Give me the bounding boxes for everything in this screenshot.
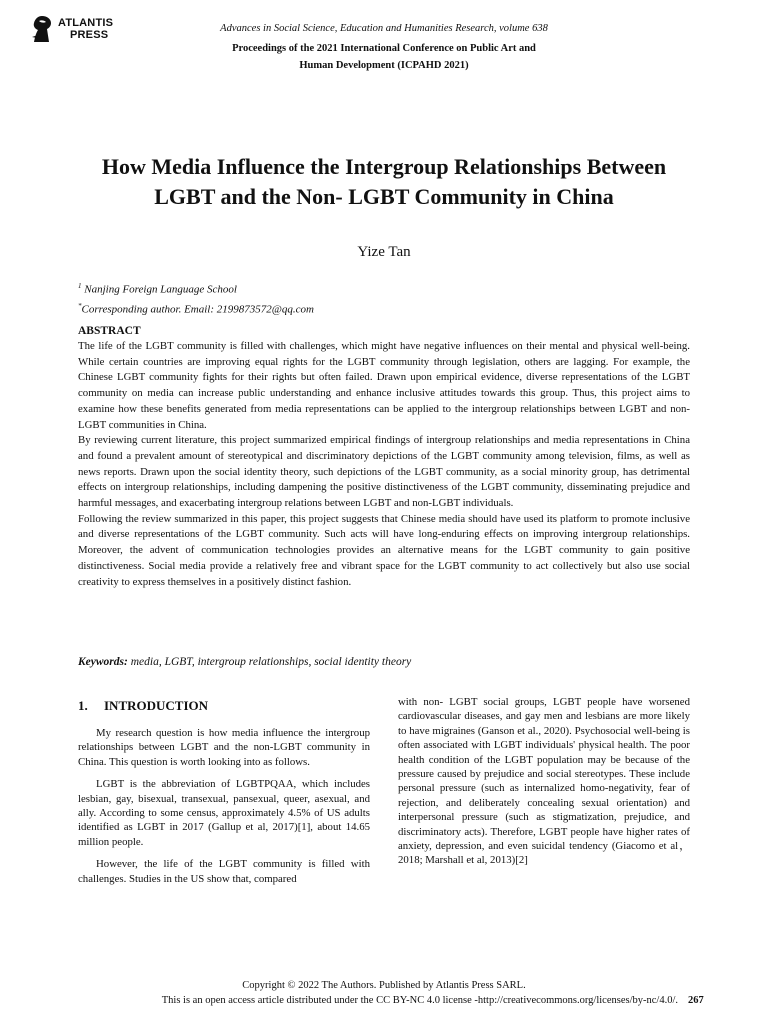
affiliation-line — [78, 278, 314, 298]
body-paragraph: LGBT is the abbreviation of LGBTPQAA, which includes lesbian, gay, bisexual, transexual, pansexual, queer, asexual, and ally. According to some census, approximately 4.5% of US adults identified as LGBT in 2017 (Gallup et al, 2017)[1], about 14.65 million people. — [78, 778, 370, 848]
atlantis-press-logo-icon — [30, 15, 56, 43]
proceedings-line1: Proceedings of the 2021 International Conference on Public Art and — [232, 43, 536, 54]
body-paragraph: My research question is how media influence the intergroup relationships between LGBT and the non-LGBT community in China. This question is worth looking into as follows. — [78, 727, 370, 768]
body-paragraph: However, the life of the LGBT community is filled with challenges. Studies in the US show that, compared — [78, 858, 370, 885]
keywords-label: Keywords: — [78, 656, 128, 668]
corresponding-line — [78, 298, 314, 318]
abstract-paragraph: The life of the LGBT community is filled with challenges, which might have negative influences on their mental and physical well-being. While certain countries are improving equal rights for the LGBT community through legislation, others are lagging. For example, the Chinese LGBT community fights for their rights but often failed. Drawn upon empirical evidence, diverse representations of the LGBT community on media can increase public understanding and enhance inclusive attitudes towards this group. Thus, this project aims to examine how these benefits generated from media representations can be applied to the intergroup relationships between LGBT and non-LGBT communities in China. — [78, 340, 690, 431]
affiliation-mark: 1 — [78, 282, 82, 290]
section-title: INTRODUCTION — [104, 698, 209, 713]
keywords-text: media, LGBT, intergroup relationships, social identity theory — [127, 656, 412, 668]
logo-line1: ATLANTIS — [58, 17, 114, 29]
section-heading — [78, 696, 370, 716]
license-notice: This is an open access article distributed under the CC BY-NC 4.0 license -http://creativecommons.org/licenses/by-nc/4.0/. — [161, 995, 678, 1006]
corresponding-text: Corresponding author. Email: 2199873572@qq.com — [81, 303, 314, 316]
column-right — [398, 695, 690, 868]
journal-name: Advances in Social Science, Education and Humanities Research, volume 638 — [220, 23, 548, 34]
author-name: Yize Tan — [357, 244, 411, 260]
abstract-paragraph: By reviewing current literature, this project summarized empirical findings of intergroup relationships and media representations in China and found a prevalent amount of stereotypical and discriminatory depictions of the LGBT community among television, films, as well as news reports. Drawn upon the social identity theory, such depictions of the LGBT community, as a social minority group, has detrimental effects on intergroup relationships, including dampening the positive distinctiveness of the LGBT community, disseminating prejudice and harmful messages, and exacerbating intergroup relations between LGBT and non-LGBT individuals. — [78, 434, 690, 510]
logo-line2: PRESS — [70, 29, 109, 41]
abstract-heading: ABSTRACT — [78, 325, 141, 337]
column-left — [78, 696, 370, 894]
section-number: 1. — [78, 698, 88, 713]
proceedings-line2: Human Development (ICPAHD 2021) — [299, 60, 469, 71]
proceedings-title — [150, 40, 618, 74]
affiliation-text: Nanjing Foreign Language School — [84, 283, 237, 296]
body-paragraph: with non- LGBT social groups, LGBT people have worsened cardiovascular diseases, and gay men and lesbians are more likely to have migraines (Ganson et al., 2020). Psychosocial well-being is often associated with LGBT individuals' physical health. The poor health condition of the LGBT population may be because of the pressure caused by prejudice and social stereotypes. These include personal pressure (such as internalized homo-negativity, fear of rejection, and deliberately concealing sexual orientation) and interpersonal pressure (such as stigmatization, prejudice, and discriminatory acts). Therefore, LGBT people have higher rates of anxiety, depression, and even suicidal tendency (Giacomo et al，2018; Marshall et al, 2013)[2] — [398, 696, 690, 867]
keywords — [78, 654, 411, 670]
corresponding-mark: * — [78, 301, 82, 310]
abstract-paragraph: Following the review summarized in this paper, this project suggests that Chinese media should have used its platform to promote inclusive and diverse representations of the LGBT community. Such acts will have long-enduring effects on improving intergroup relationships. Moreover, the advent of communication technologies provides an alternative means for the LGBT community to gain positive distinctiveness. Social media provide a relatively free and vibrant space for the LGBT community to act collectively but also use social creativity to express themselves in a positively distinct fashion. — [78, 512, 690, 588]
paper-title: How Media Influence the Intergroup Relationships Between LGBT and the Non- LGBT Community in China — [101, 154, 667, 209]
logo-wordmark — [58, 17, 113, 41]
copyright-notice: Copyright © 2022 The Authors. Published by Atlantis Press SARL. — [242, 980, 526, 991]
affiliations — [78, 278, 314, 317]
abstract-body — [78, 339, 690, 590]
page-number: 267 — [688, 995, 704, 1006]
publisher-logo — [30, 14, 122, 44]
